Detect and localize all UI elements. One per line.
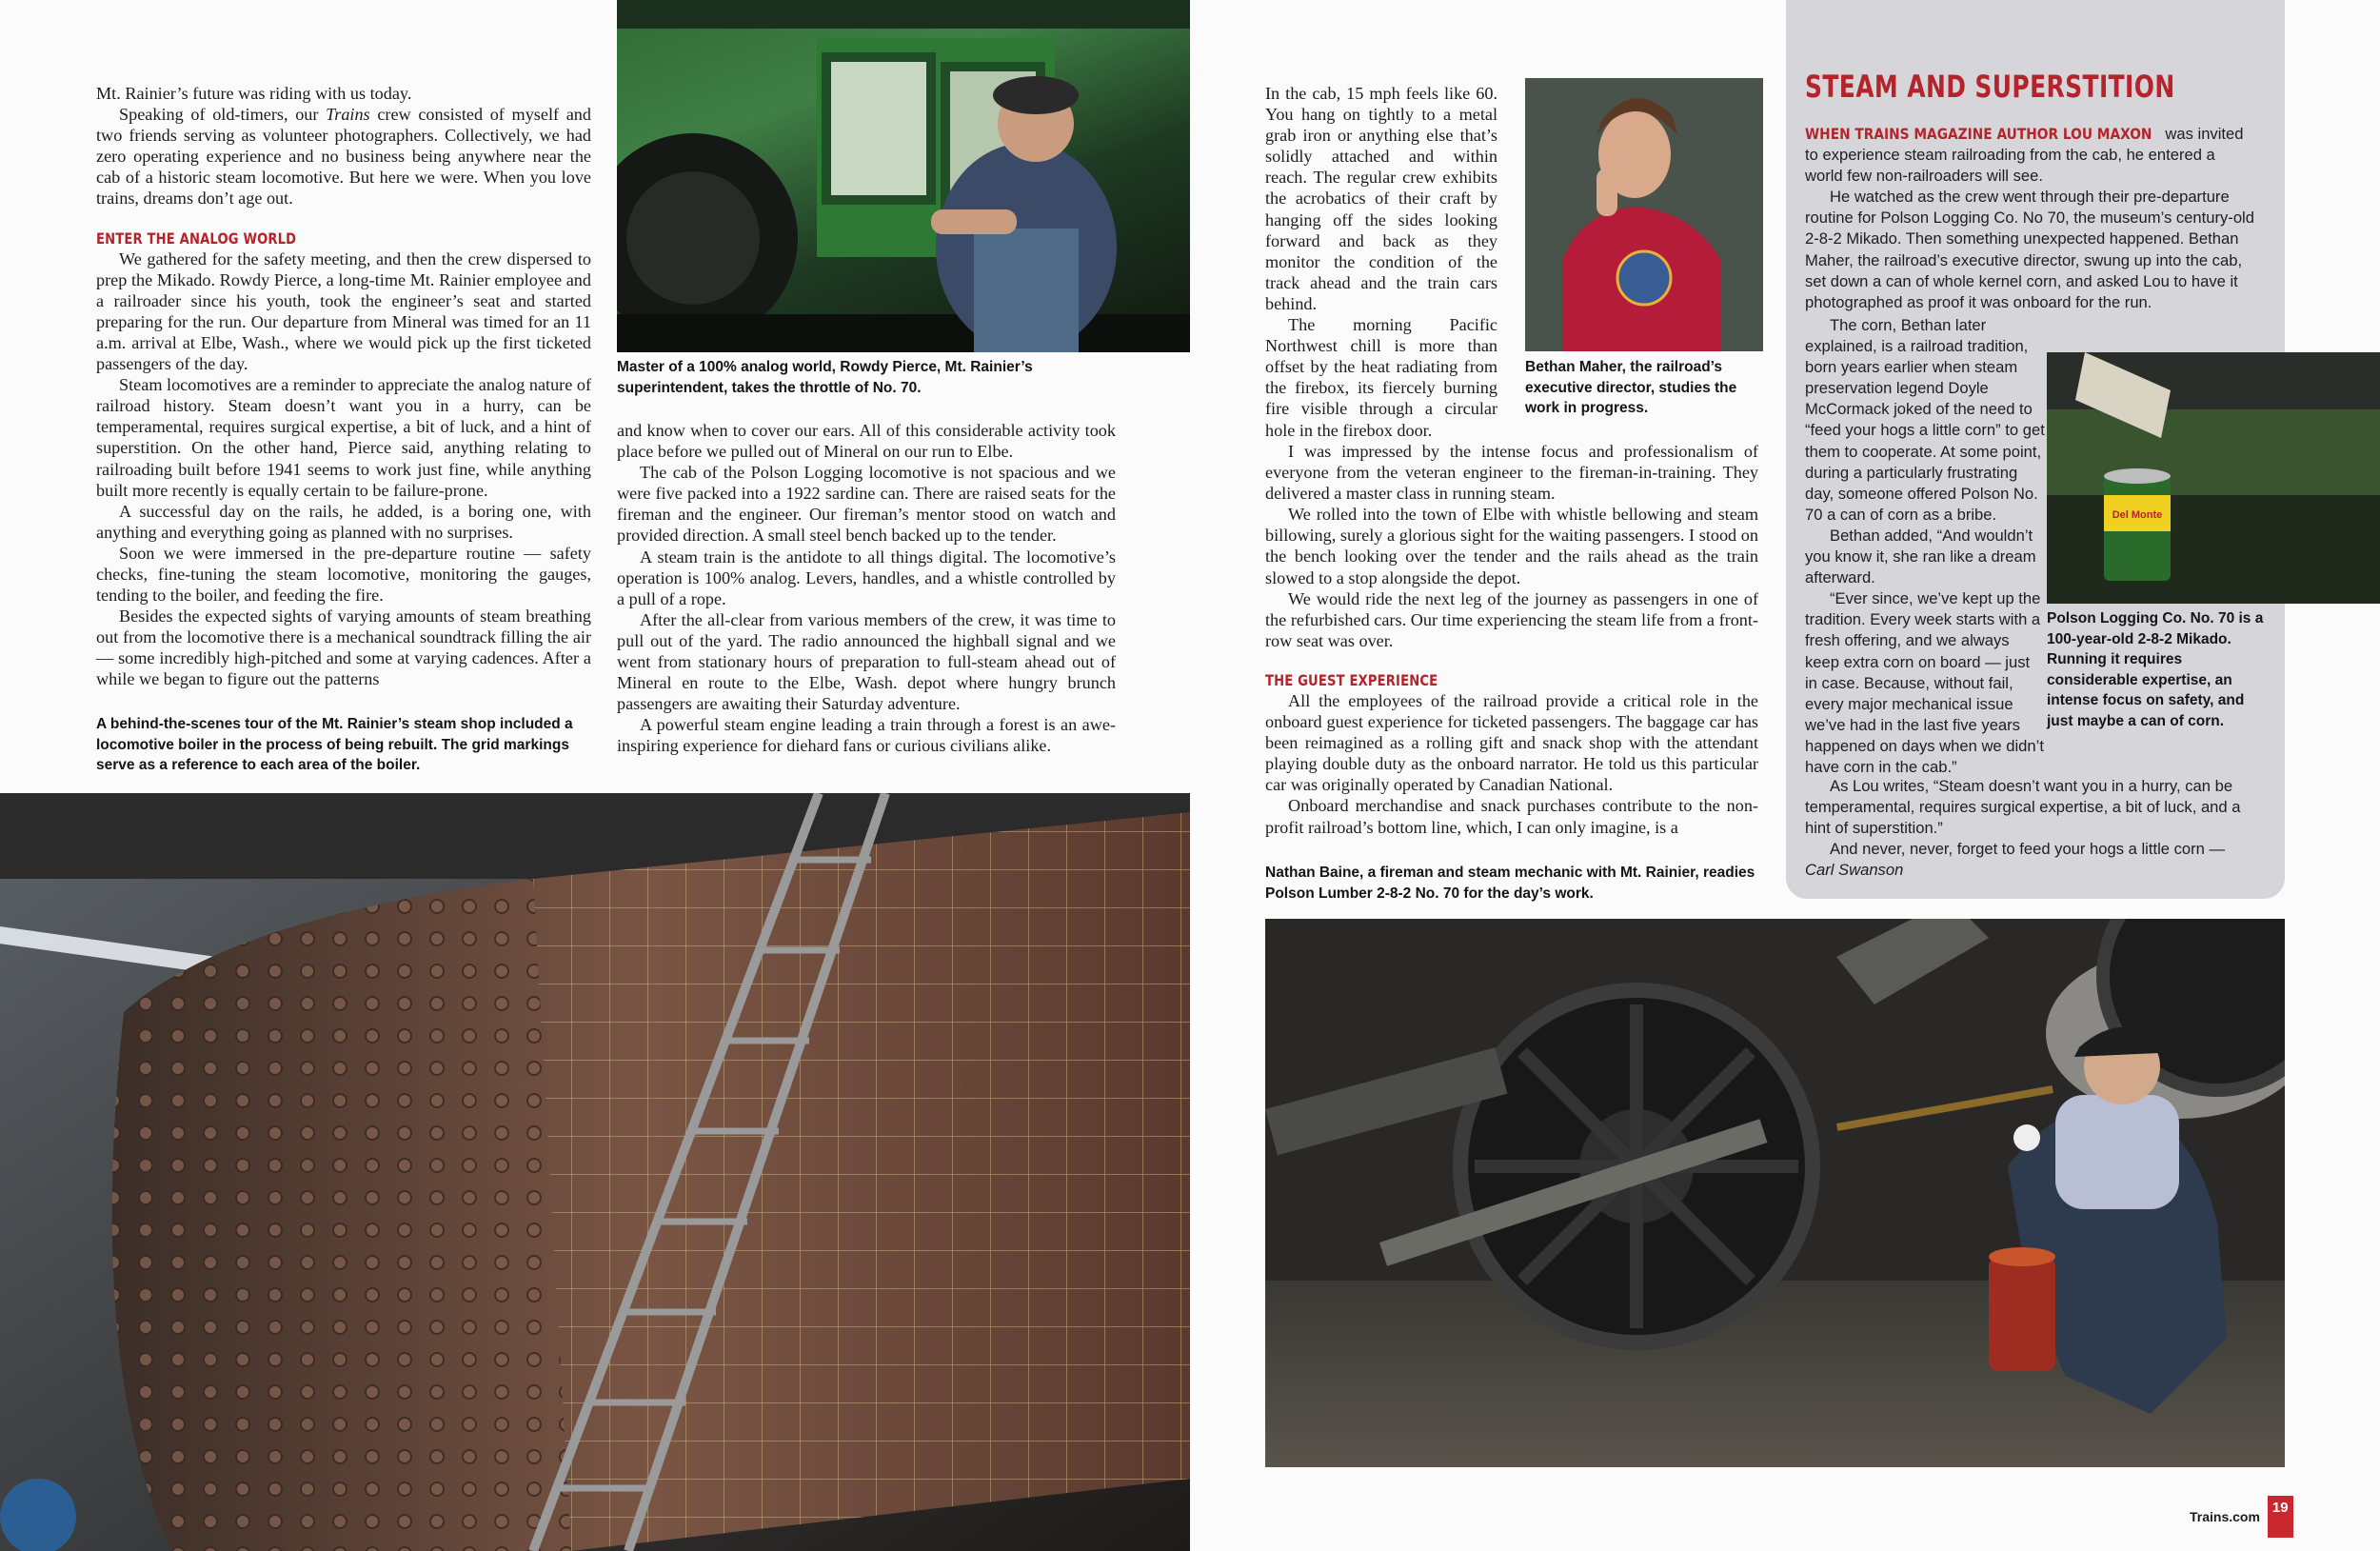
corn-photo [2047, 352, 2380, 604]
column-2-text [617, 420, 1116, 757]
author-credit: Carl Swanson [1805, 861, 1904, 880]
corn-caption: Polson Logging Co. No. 70 is a 100-year-old 2-8-2 Mikado. Running it requires considerable expertise, an intense focus on safety, and just maybe a can of corn. [2047, 610, 2264, 729]
text-run: crew consisted of myself and two friends serving as volunteer photographers. Collectively, we had zero operating experience and no business being anywhere near the cab of a historic steam locomotive. But here we were. When you love trains, dreams don’t age out. [96, 105, 591, 209]
magazine-name: Trains [326, 105, 370, 125]
page-number: 19 [2268, 1496, 2293, 1538]
engineer-photo [617, 0, 1190, 352]
paragraph: The morning Pacific Northwest chill is more than offset by the heat radiating from the firebox, its fiercely burning fire visible through a circular hole in the firebox door. [1265, 315, 1497, 440]
paragraph: Onboard merchandise and snack purchases contribute to the non-profit railroad’s bottom line, which, I can only imagine, is a [1265, 796, 1758, 837]
paragraph: A powerful steam engine leading a train through a forest is an awe-inspiring experience for diehard fans or curious civilians alike. [617, 715, 1116, 756]
site-name: Trains.com [2190, 1509, 2260, 1524]
column-3-narrow-text [1265, 83, 1497, 441]
text-run: was invited to experience steam railroading from the cab, he entered a world few non-railroaders will see. [1805, 125, 2244, 186]
bethan-caption: Bethan Maher, the railroad’s executive director, studies the work in progress. [1525, 359, 1737, 416]
mechanic-photo [1265, 919, 2285, 1467]
paragraph: “Ever since, we’ve kept up the tradition. Every week starts with a fresh offering, and we always keep extra corn on board — just in case. Because, without fail, every major mechanical issue we’ve had in the last five years happened on days when we didn’t have corn in the cab.” [1805, 589, 2044, 776]
boiler-photo [0, 793, 1190, 1551]
section-heading: THE GUEST EXPERIENCE [1265, 670, 1438, 689]
paragraph: We rolled into the town of Elbe with whistle bellowing and steam billowing, surely a glorious sight for the waiting passengers. I stood on the bench looking over the tender and the rails ahead as the train slowed to a stop alongside the depot. [1265, 505, 1758, 587]
paragraph: A successful day on the rails, he added, is a boring one, with anything and everything going as planned with no surprises. [96, 501, 591, 542]
sidebar-text-narrow [1805, 315, 2045, 778]
paragraph: Mt. Rainier’s future was riding with us today. [96, 84, 412, 103]
sidebar-title-wrap [1805, 69, 2279, 107]
paragraph [96, 104, 591, 209]
paragraph: In the cab, 15 mph feels like 60. You hang on tightly to a metal grab iron or anything else that’s solidly attached and within reach. The regular crew exhibits the acrobatics of their craft by hanging off the sides looking forward and back as they monitor the condition of the track ahead and the train cars behind. [1265, 84, 1497, 313]
section-heading: ENTER THE ANALOG WORLD [96, 229, 297, 248]
bethan-photo [1525, 78, 1763, 351]
paragraph: We would ride the next leg of the journey as passengers in one of the refurbished cars. Our time experiencing the steam life from a front-row seat was over. [1265, 588, 1758, 650]
sidebar-text-bottom [1805, 776, 2254, 881]
paragraph: Bethan added, “And wouldn’t you know it, she ran like a dream afterward. [1805, 526, 2036, 587]
boiler-caption: A behind-the-scenes tour of the Mt. Rainier’s steam shop included a locomotive boiler in the process of being rebuilt. The grid markings serve as a reference to each area of the boiler. [96, 716, 573, 773]
engineer-photo-art [617, 0, 1190, 352]
nathan-caption: Nathan Baine, a fireman and steam mechanic with Mt. Rainier, readies Polson Lumber 2-8-2 No. 70 for the day’s work. [1265, 865, 1755, 902]
paragraph [1805, 124, 2254, 187]
paragraph: We gathered for the safety meeting, and then the crew dispersed to prep the Mikado. Rowdy Pierce, a long-time Mt. Rainier employee and a railroader since his youth, took the engineer’s seat and started preparing for the run. Our departure from Mineral was timed for an 11 a.m. arrival at Elbe, Wash., where we would pick up the first ticketed passengers of the day. [96, 249, 591, 374]
paragraph: All the employees of the railroad provide a critical role in the onboard guest experience for ticketed passengers. The baggage car has been reimagined as a rolling gift and snack shop with the attendant playing double duty as the onboard narrator. He told us this particular car was originally operated by Canadian National. [1265, 690, 1758, 795]
text-run: And never, never, forget to feed your hogs a little corn — [1830, 840, 2226, 859]
paragraph: I was impressed by the intense focus and professionalism of everyone from the veteran engineer to the fireman-in-training. They delivered a master class in running steam. [1265, 442, 1758, 504]
sidebar-title: STEAM AND SUPERSTITION [1805, 69, 2175, 105]
paragraph: The corn, Bethan later explained, is a railroad tradition, born years earlier when steam preservation legend Doyle McCormack joked of the need to “feed your hogs a little corn” to get them to cooperate. At some point, during a particularly frustrating day, someone offered Polson No. 70 a can of corn as a bribe. [1805, 316, 2045, 524]
sidebar-lead: WHEN TRAINS MAGAZINE AUTHOR LOU MAXON [1805, 125, 2152, 143]
mechanic-photo-art [1265, 919, 2285, 1467]
corn-photo-art [2047, 352, 2380, 604]
engineer-caption: Master of a 100% analog world, Rowdy Pierce, Mt. Rainier’s superintendent, takes the throttle of No. 70. [617, 359, 1033, 396]
paragraph [1805, 839, 2254, 881]
sidebar-text-top [1805, 124, 2254, 313]
can-label: Del Monte [2112, 509, 2163, 521]
text-run: Speaking of old-timers, our [119, 105, 327, 125]
paragraph: and know when to cover our ears. All of this considerable activity took place before we pulled out of Mineral on our run to Elbe. [617, 421, 1116, 462]
paragraph: As Lou writes, “Steam doesn’t want you in a hurry, can be temperamental, requires surgical expertise, a bit of luck, and a hint of superstition.” [1805, 777, 2241, 838]
boiler-photo-art [0, 793, 1190, 1551]
paragraph: Besides the expected sights of varying amounts of steam breathing out from the locomotive there is a mechanical soundtrack filling the air — some incredibly high-pitched and some at varying cadences. After a while we began to figure out the patterns [96, 606, 591, 689]
column-1-text [96, 83, 591, 690]
bethan-photo-art [1525, 78, 1763, 351]
paragraph: A steam train is the antidote to all things digital. The locomotive’s operation is 100% analog. Levers, handles, and a whistle controlled by a pull of a rope. [617, 547, 1116, 608]
paragraph: After the all-clear from various members of the crew, it was time to pull out of the yard. The radio announced the highball signal and we went from stationary hours of preparation to full-steam ahead out of Mineral en route to the Elbe, Wash. depot where hungry brunch passengers are awaiting their Saturday adventure. [617, 609, 1116, 714]
column-3-text [1265, 441, 1758, 838]
paragraph: Soon we were immersed in the pre-departure routine — safety checks, fine-tuning the steam locomotive, monitoring the gauges, tending to the boiler, and feeding the fire. [96, 543, 591, 606]
page-footer [2190, 1502, 2293, 1531]
paragraph: Steam locomotives are a reminder to appreciate the analog nature of railroad history. Steam doesn’t want you in a hurry, can be temperamental, requires surgical expertise, a bit of luck, and a hint of superstition. On the other hand, Pierce said, anything relating to railroading built before 1941 seems to work just fine, while anything built more recently is equally certain to be failure-prone. [96, 375, 591, 500]
paragraph: He watched as the crew went through their pre-departure routine for Polson Logging Co. No 70, the museum’s century-old 2-8-2 Mikado. Then something unexpected happened. Bethan Maher, the railroad’s executive director, swung up into the cab, set down a can of whole kernel corn, and asked Lou to have it photographed as proof it was onboard for the run. [1805, 188, 2254, 311]
paragraph: The cab of the Polson Logging locomotive is not spacious and we were five packed into a 1922 sardine can. There are raised seats for the fireman and the engineer. Our fireman’s mentor stood on watch and provided direction. A small steel bench backed up to the tender. [617, 463, 1116, 546]
